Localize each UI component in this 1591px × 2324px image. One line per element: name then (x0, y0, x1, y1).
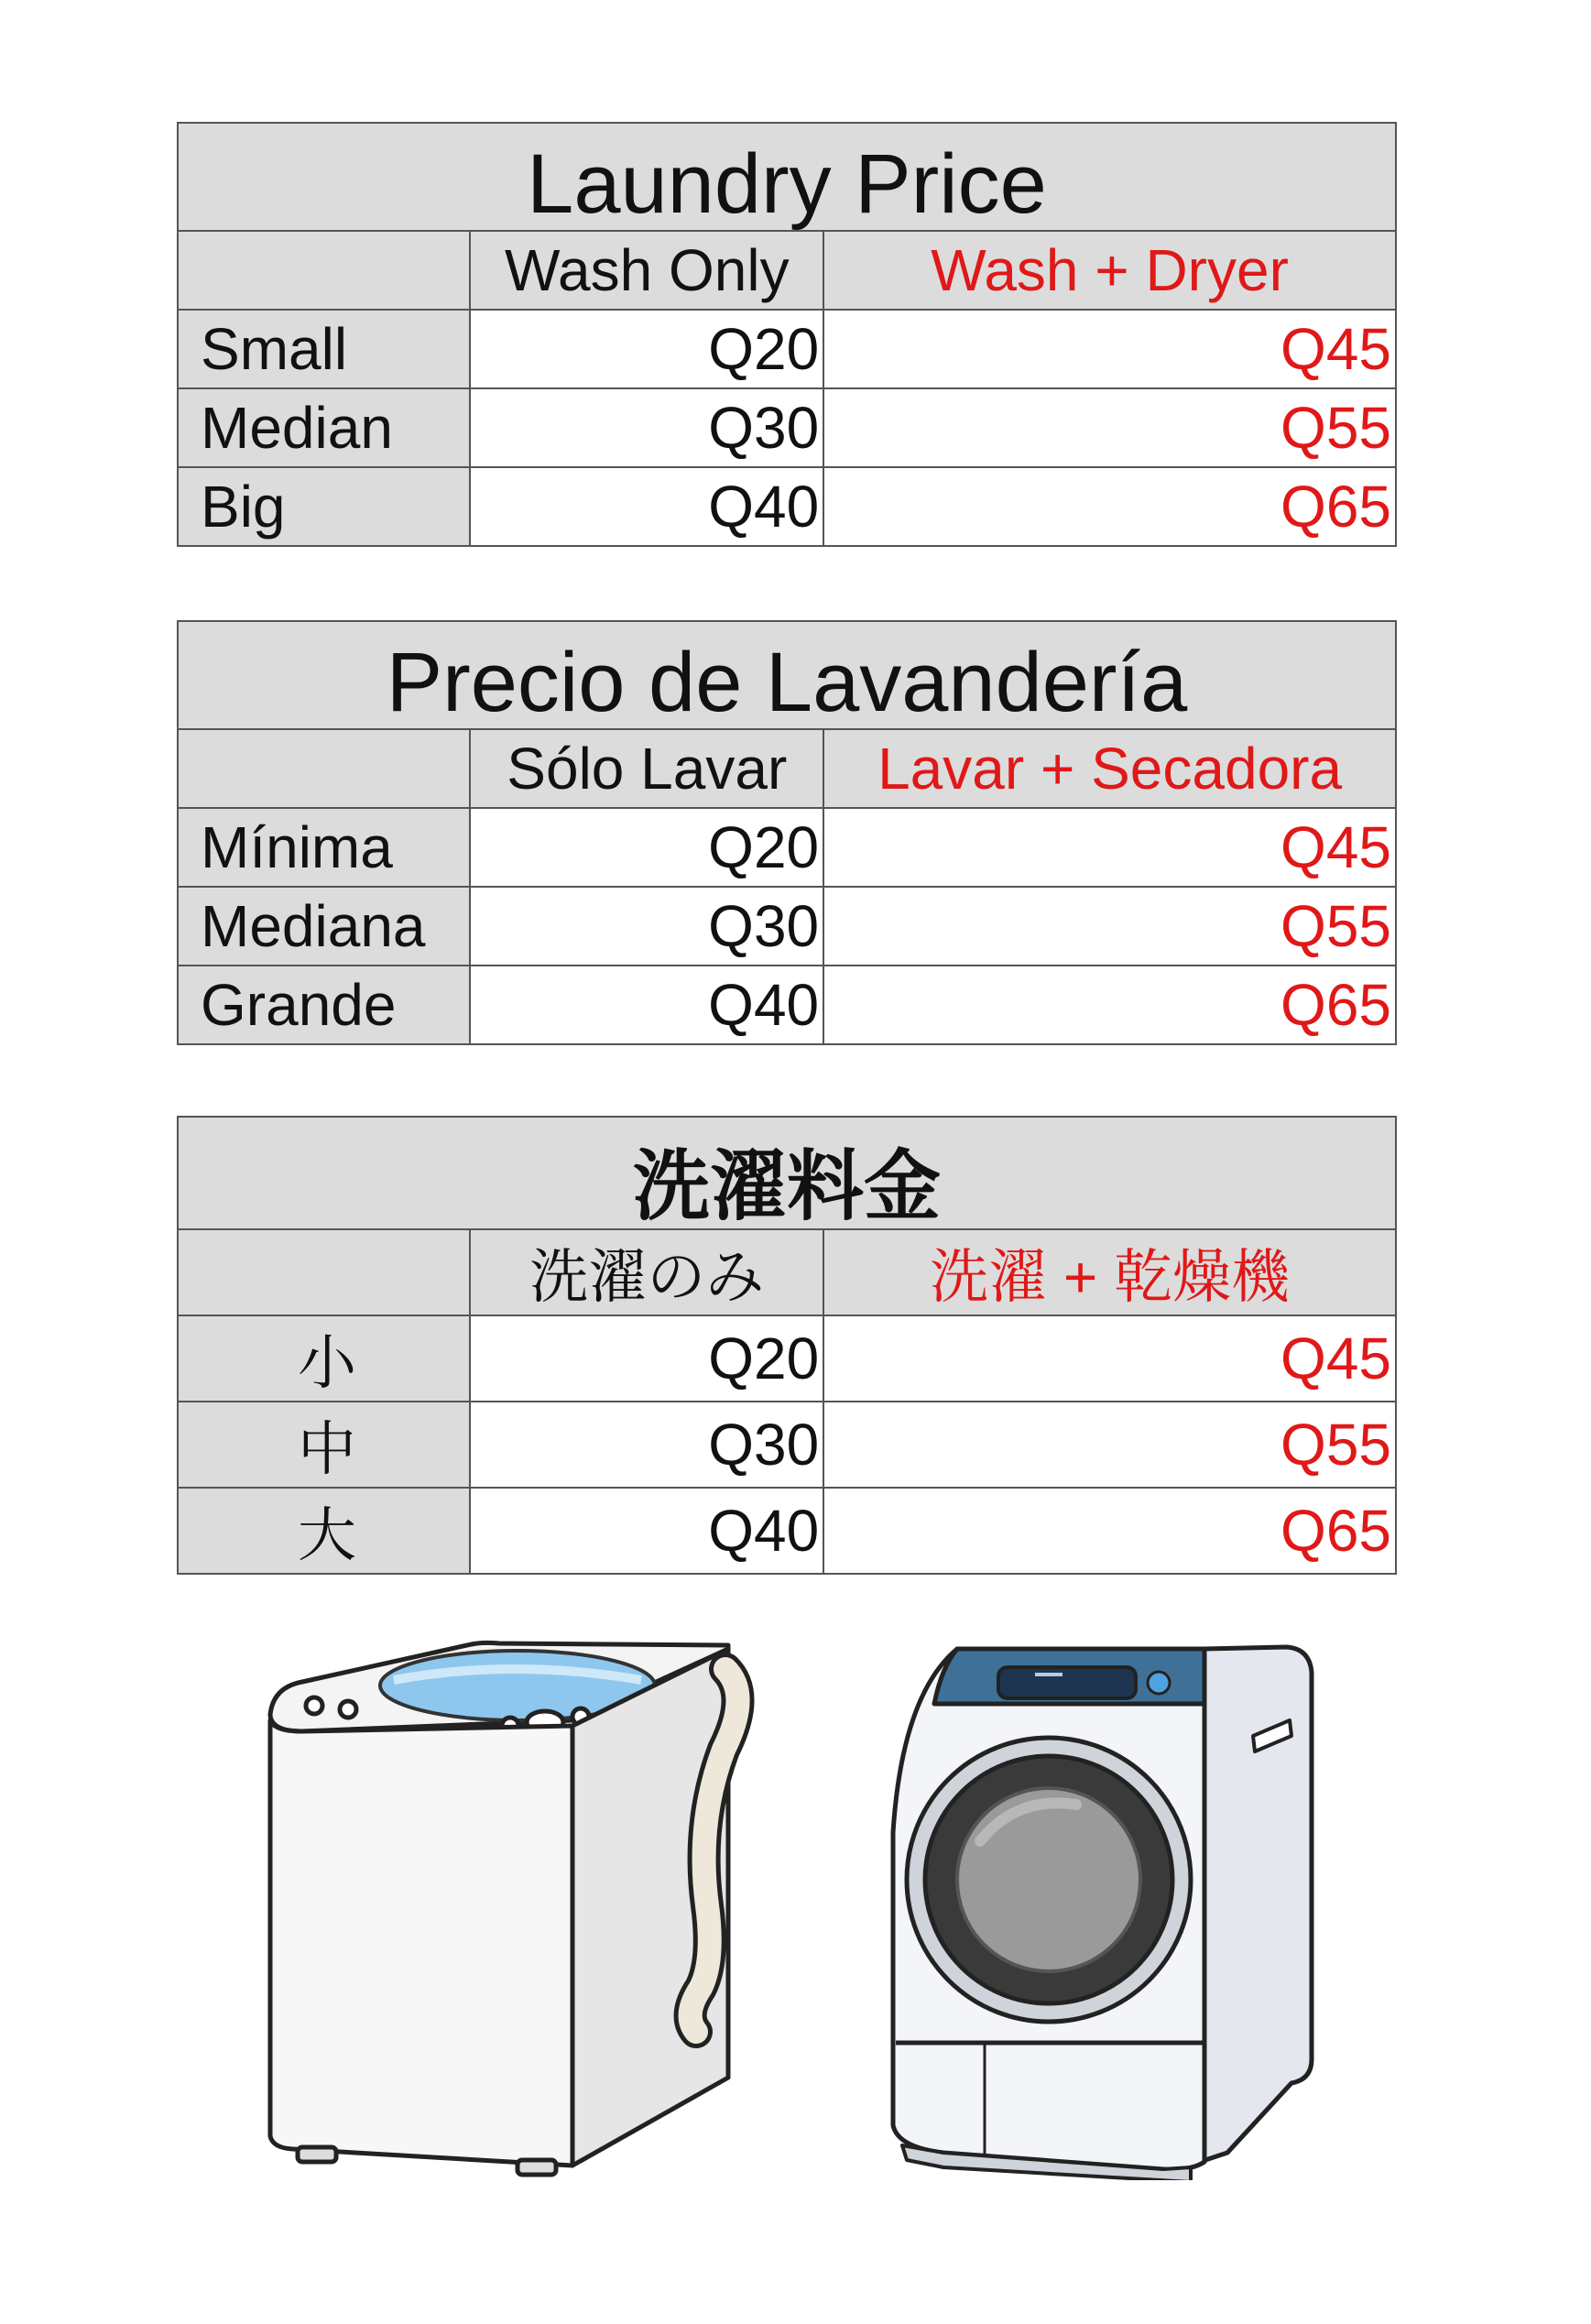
wash-price: Q30 (470, 1402, 823, 1488)
size-label: 中 (178, 1402, 470, 1488)
wash-price: Q40 (470, 467, 823, 546)
wash-price: Q20 (470, 808, 823, 887)
header-wash-only: Wash Only (470, 231, 823, 310)
header-empty-cell (178, 231, 470, 310)
table-title: Laundry Price (178, 123, 1396, 231)
price-table-english (177, 122, 1397, 547)
size-label: Mínima (178, 808, 470, 887)
header-wash-only: Sólo Lavar (470, 729, 823, 808)
header-wash-dryer: 洗濯 + 乾燥機 (823, 1229, 1396, 1315)
size-label: 大 (178, 1488, 470, 1574)
table-title: Precio de Lavandería (178, 621, 1396, 729)
size-label: 小 (178, 1315, 470, 1402)
table-row (178, 966, 1396, 1044)
wash-price: Q30 (470, 887, 823, 966)
table-row (178, 808, 1396, 887)
table-row (178, 388, 1396, 467)
table-row (178, 1315, 1396, 1402)
header-empty-cell (178, 1229, 470, 1315)
front-loading-washer-dryer-icon (893, 1647, 1312, 2180)
table-row (178, 887, 1396, 966)
dryer-price: Q65 (823, 467, 1396, 546)
size-label: Median (178, 388, 470, 467)
table-row (178, 310, 1396, 388)
dryer-price: Q45 (823, 310, 1396, 388)
header-wash-dryer: Wash + Dryer (823, 231, 1396, 310)
wash-price: Q40 (470, 1488, 823, 1574)
table-row (178, 467, 1396, 546)
dryer-price: Q45 (823, 1315, 1396, 1402)
dryer-price: Q55 (823, 1402, 1396, 1488)
wash-price: Q20 (470, 1315, 823, 1402)
size-label: Mediana (178, 887, 470, 966)
table-row (178, 1402, 1396, 1488)
size-label: Grande (178, 966, 470, 1044)
price-table-japanese (177, 1116, 1397, 1575)
header-wash-dryer: Lavar + Secadora (823, 729, 1396, 808)
dryer-price: Q55 (823, 887, 1396, 966)
price-table-spanish (177, 620, 1397, 1045)
size-label: Big (178, 467, 470, 546)
header-wash-only: 洗濯のみ (470, 1229, 823, 1315)
size-label: Small (178, 310, 470, 388)
wash-price: Q30 (470, 388, 823, 467)
header-empty-cell (178, 729, 470, 808)
dryer-price: Q65 (823, 966, 1396, 1044)
wash-price: Q40 (470, 966, 823, 1044)
dryer-price: Q55 (823, 388, 1396, 467)
table-row (178, 1488, 1396, 1574)
top-loading-washer-icon (270, 1642, 738, 2175)
dryer-price: Q45 (823, 808, 1396, 887)
dryer-price: Q65 (823, 1488, 1396, 1574)
wash-price: Q20 (470, 310, 823, 388)
table-title: 洗濯料金 (178, 1117, 1396, 1229)
washing-machines-illustration (0, 1612, 1591, 2180)
